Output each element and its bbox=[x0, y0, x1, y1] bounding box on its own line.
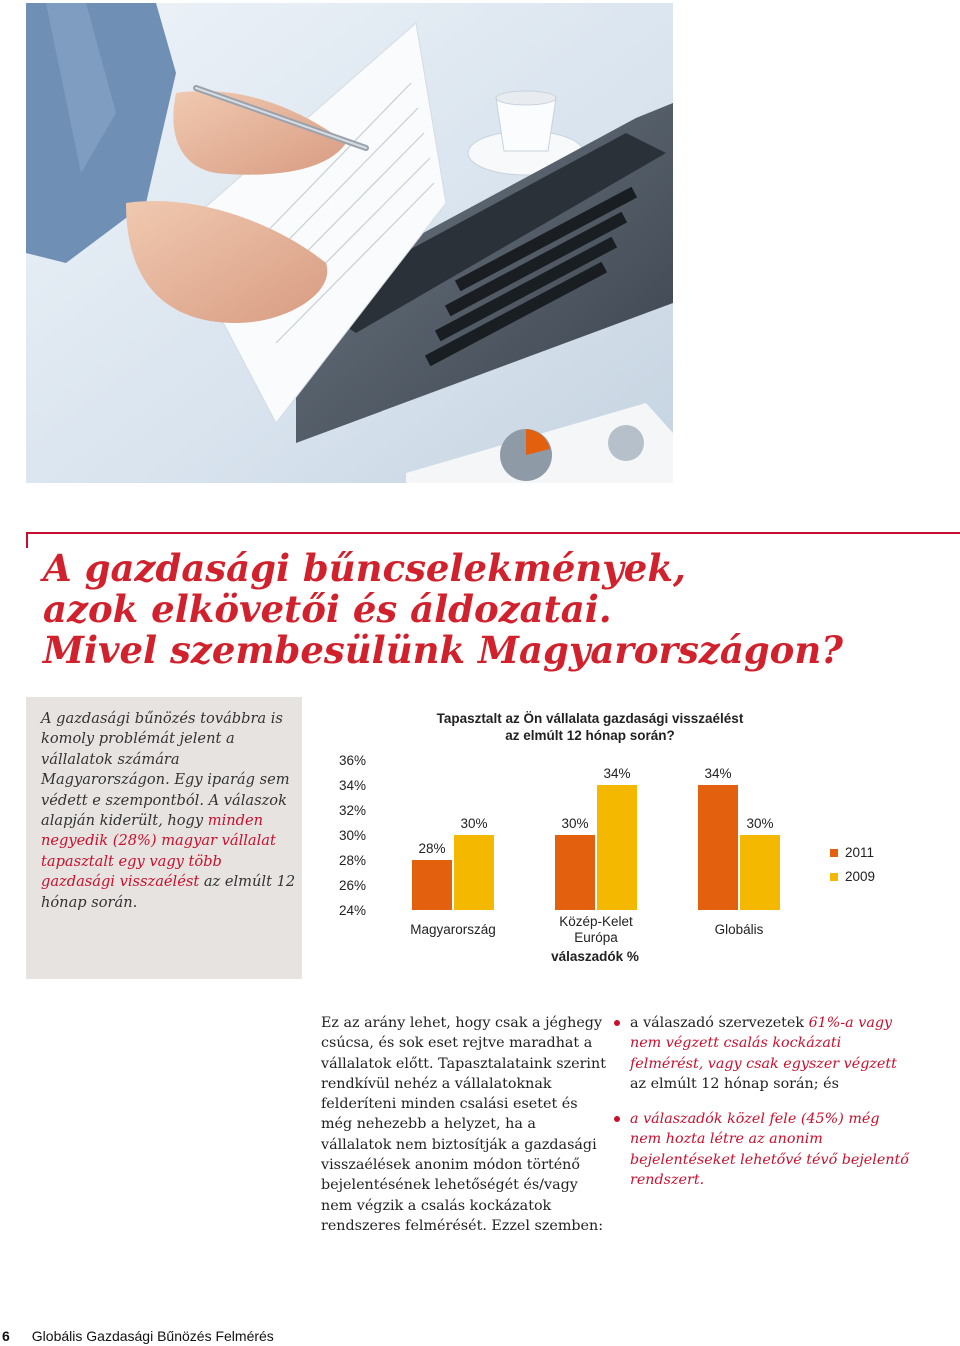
legend-swatch-2011 bbox=[830, 849, 838, 857]
legend-swatch-2009 bbox=[830, 873, 838, 881]
category-label bbox=[536, 914, 656, 946]
bullet-dot bbox=[614, 1116, 620, 1122]
bar-2011-0 bbox=[412, 860, 452, 910]
body-text: Ez az arány lehet, hogy csak a jéghegy csúcsa, és sok eset rejtve maradhat a vállalatok előtt. Tapasztalataink szerint rendkívül nehéz a vállalatoknak felderíteni minden csalási esetet és még nehezebb a helyzet, ha a vállalatok nem biztosítják a gazdasági visszaélések anonim módon történő bejelentésének lehetőségét és/vagy nem végzik a csalás kockázatok rendszeres felmérését. Ezzel szemben: bbox=[321, 1015, 606, 1234]
category-label-line: Közép-Kelet bbox=[559, 914, 633, 929]
category-label-line: Globális bbox=[714, 922, 764, 937]
y-tick-label: 32% bbox=[338, 803, 366, 818]
y-tick-label: 24% bbox=[338, 903, 366, 918]
x-axis-label: válaszadók % bbox=[551, 949, 639, 964]
legend-item-2011 bbox=[830, 846, 910, 864]
bar-value-label: 30% bbox=[746, 816, 774, 831]
page-footer bbox=[2, 1328, 274, 1344]
bar-2009-0 bbox=[454, 835, 494, 910]
bullet-item bbox=[614, 1109, 909, 1190]
header-photo bbox=[26, 3, 673, 483]
bar-value-label: 28% bbox=[418, 841, 446, 856]
y-tick-label: 28% bbox=[338, 853, 366, 868]
headline-line-2: azok elkövetői és áldozatai. bbox=[43, 587, 612, 631]
intro-text bbox=[41, 709, 296, 913]
bullet-list bbox=[614, 1013, 909, 1205]
bar-value-label: 30% bbox=[460, 816, 488, 831]
intro-text-part1: A gazdasági bűnözés továbbra is komoly problémát jelent a vállalatok számára Magyarországon. Egy iparág sem védett e szempontból. A válaszok alapján kiderült, hogy bbox=[41, 710, 290, 830]
bar-value-label: 30% bbox=[561, 816, 589, 831]
chart-title-line-2: az elmúlt 12 hónap során? bbox=[505, 728, 675, 743]
category-label-line: Magyarország bbox=[410, 922, 496, 937]
bullet-1-highlight: 61%-a vagy nem végzett csalás kockázati felmérést, vagy csak egyszer végzett bbox=[630, 1015, 897, 1072]
bar-2009-2 bbox=[740, 835, 780, 910]
y-tick-label: 30% bbox=[338, 828, 366, 843]
legend-label-2009: 2009 bbox=[845, 869, 876, 884]
bar-2011-1 bbox=[555, 835, 595, 910]
category-label bbox=[393, 922, 513, 938]
footer-title: Globális Gazdasági Bűnözés Felmérés bbox=[31, 1328, 274, 1344]
legend-label-2011: 2011 bbox=[845, 845, 875, 860]
bar-value-label: 34% bbox=[704, 766, 732, 781]
intro-box bbox=[26, 697, 302, 979]
bullet-1-post: az elmúlt 12 hónap során; és bbox=[630, 1075, 839, 1092]
y-tick-label: 36% bbox=[338, 753, 366, 768]
legend-item-2009 bbox=[830, 870, 910, 888]
headline bbox=[43, 548, 923, 671]
y-tick-label: 34% bbox=[338, 778, 366, 793]
intro-text-part3: az elmúlt 12 hónap során. bbox=[41, 873, 296, 911]
bar-chart bbox=[310, 700, 960, 975]
bar-value-label: 34% bbox=[603, 766, 631, 781]
category-label-line: Európa bbox=[574, 930, 618, 945]
headline-line-1: A gazdasági bűncselekmények, bbox=[43, 546, 686, 590]
page-number: 6 bbox=[2, 1328, 10, 1344]
bullet-2-highlight: a válaszadók közel fele (45%) még nem hozta létre az anonim bejelentéseket lehetővé tévő bejelentő rendszert. bbox=[630, 1111, 909, 1189]
y-tick-label: 26% bbox=[338, 878, 366, 893]
bar-2009-1 bbox=[597, 785, 637, 910]
bar-2011-2 bbox=[698, 785, 738, 910]
accent-tick bbox=[26, 532, 28, 548]
bullet-1-pre: a válaszadó szervezetek bbox=[630, 1015, 809, 1031]
category-label bbox=[679, 922, 799, 938]
bullet-item bbox=[614, 1013, 909, 1094]
bullet-dot bbox=[614, 1020, 620, 1026]
headline-line-3: Mivel szembesülünk Magyarországon? bbox=[43, 628, 843, 672]
intro-text-highlight: minden negyedik (28%) magyar vállalat tapasztalt egy vagy több gazdasági visszaélést bbox=[41, 812, 276, 891]
accent-line bbox=[26, 532, 960, 534]
chart-title-line-1: Tapasztalt az Ön vállalata gazdasági visszaélést bbox=[436, 711, 744, 726]
office-scene-image bbox=[26, 3, 673, 483]
